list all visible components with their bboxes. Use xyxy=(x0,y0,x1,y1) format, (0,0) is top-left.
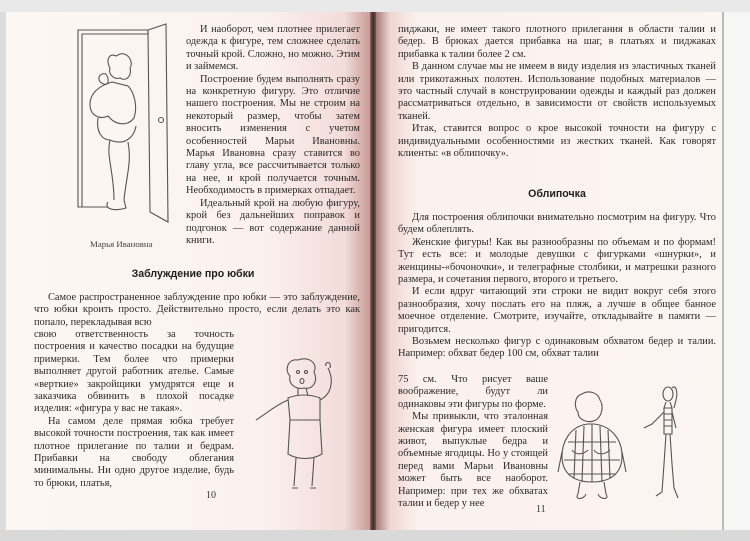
bottom-margin xyxy=(0,530,750,541)
paragraph: Возьмем несколько фигур с одинаковым обхватом бедер и талии. Например: обхват бедер 100 см, обхват талии xyxy=(398,336,716,360)
top-text-block xyxy=(398,24,716,160)
paragraph: 75 см. Что рисует ваше воображение, будут ли одинаковы эти фигуры по форме. xyxy=(398,374,548,410)
left-page xyxy=(6,12,370,530)
section-heading: Облипочка xyxy=(528,188,586,200)
page-number: 10 xyxy=(206,490,216,501)
section-full-width-text xyxy=(34,292,360,329)
paragraph: Мы привыкли, что эталонная женская фигура имеет плоский живот, выпуклые бедра и объемные ягодицы. Но у стоящей перед вами Марьи Ивановны может быть все наоборот. Например: при тех же обхватах талии и бедер у нее xyxy=(398,411,548,510)
paragraph: пиджаки, не имеет такого плотного прилегания в области талии и бедер. В брюках дается прибавка на шаг, в платьях и пиджаках прибавка к талии более 2 см. xyxy=(398,24,716,60)
top-margin xyxy=(0,0,750,12)
section-heading: Заблуждение про юбки xyxy=(131,268,255,280)
paragraph: Для построения облипочки внимательно посмотрим на фигуру. Что будем облеплять. xyxy=(398,212,716,236)
paragraph: Построение будем выполнять сразу на конкретную фигуру. Это отличие нашего построения. Мы не строим на некоторый размер, чтобы затем вносить изменения с учетом особенностей Марьи Ивановны. Марья Ивановна сразу ставится во главу угла, все рассчитывается только на нее, и крой получается точным. Необходимость в примерках отпадает. xyxy=(186,73,360,197)
column-text xyxy=(398,374,548,510)
paragraph: Итак, ставится вопрос о крое высокой точности на фигуру с индивидуальными особенностями из жестких тканей. Как говорят клиенты: «в облипочку». xyxy=(398,123,716,160)
woman-in-skirt-illustration xyxy=(254,350,354,500)
paragraph: В данном случае мы не имеем в виду изделия из эластичных тканей или трикотажных полотен. Использование подобных материалов — это частный случай в конструировании одежды и каждый раз должен рассматриваться отдельно, в зависимости от свойств используемых тканей. xyxy=(398,61,716,122)
section-text xyxy=(398,212,716,361)
scan-right-margin xyxy=(722,12,750,530)
paragraph: свою ответственность за точность построения и качество посадки на будущие примерки. Тем более что примерки выполняет другой работник ателье. Самые «верткие» закройщики умудрятся еще и заказчика обвинить в плохой посадке изделия: «фигура у вас не такая». xyxy=(34,329,234,415)
figure-caption: Марья Ивановна xyxy=(90,239,153,249)
paragraph: Самое распространенное заблуждение про юбки — это заблуждение, что юбки кроить просто. Действительно просто, если делать это как попало, перекладывая всю xyxy=(34,292,360,328)
right-page xyxy=(376,12,726,530)
woman-in-doorway-illustration xyxy=(68,22,183,227)
section-skirts xyxy=(26,268,360,280)
paragraph: И если вдруг читающий эти строки не видит вокруг себя этого разнообразия, хочу послать его на пляж, а лучше в общее банное моечное отделение. Смотрите, изучайте, откладывайте в памяти — пригодится. xyxy=(398,286,716,335)
paragraph: И наоборот, чем плотнее прилегает одежда к фигуре, тем сложнее сделать точный крой. Сложно, но можно. Этим и займемся. xyxy=(186,24,360,73)
barrel-figure-illustration xyxy=(554,390,634,502)
section-oblipochka xyxy=(398,188,716,200)
paragraph: Идеальный крой на любую фигуру, крой без дальнейших поправок и подгонок — вот содержание данной книги. xyxy=(186,197,360,246)
intro-text-column xyxy=(186,24,360,247)
paragraph: На самом деле прямая юбка требует высокой точности построения, так как имеет плотное прилегание по талии и бедрам. Прибавки на свободу облегания минимальны. Ни одно другое изделие, будь то брюки, платья, xyxy=(34,415,234,489)
section-column-text xyxy=(34,329,234,490)
open-book xyxy=(6,12,726,530)
paragraph: Женские фигуры! Как вы разнообразны по объемам и по формам! Тут есть все: и молодые девушки с фигурками «шнурки», и женщины-«бочоночки», и телеграфные столбики, и матрешки разного размера, и сочетания первого, второго и третьего. xyxy=(398,236,716,286)
page-number: 11 xyxy=(536,504,546,515)
thin-figure-illustration xyxy=(638,384,688,504)
